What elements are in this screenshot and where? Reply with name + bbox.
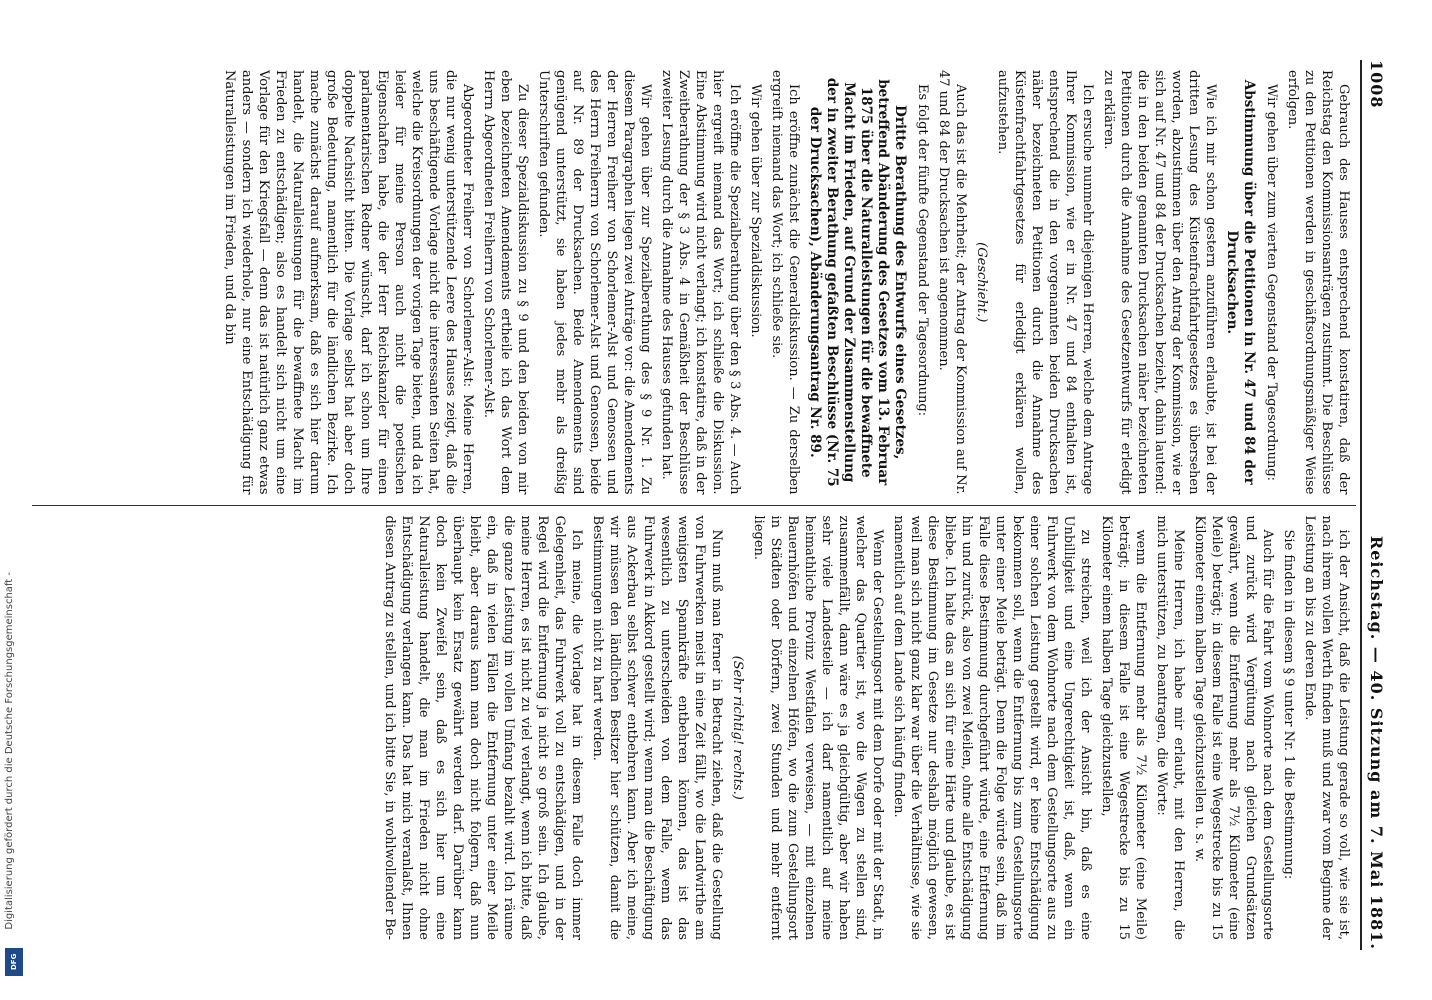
digitization-credit: [0, 0, 30, 1000]
paragraph: Es folgt der fünfte Gegenstand der Tagesordnung:: [915, 84, 930, 417]
dfg-logo: DFG: [5, 948, 23, 976]
document-page: [32, 60, 1392, 950]
paragraph: Wir gehen über zur Spezialdiskussion.: [748, 84, 763, 338]
quoted-provision: Auch für die Fahrt vom Wohnorte nach dem Gestellungsorte und zurück wird Vergütung nach gleichen Grundsätzen gewährt, wenn die Entfernung mehr als 7½ Kilometer (eine Meile) beträgt; in diesem Falle ist eine Wegestrecke bis zu 15 Kilometer einem halben Tage gleichzustellen u. s. w.: [1192, 515, 1275, 940]
right-column: [32, 506, 1356, 951]
left-column: [32, 60, 1356, 505]
paragraph: Wie ich mir schon gestern anzuführen erlaubte, ist bei der dritten Lesung des Küstenfrachtfahrtgesetzes es übersehen worden, abzustimmen über den Antrag der Kommission, wie er sich auf Nr. 47 und 84 der Drucksachen bezieht, dahin lautend: die in den beiden genannten Drucksachen näher bezeichneten Petitionen durch die Annahme des Gesetzentwurfs für erledigt zu erklären.: [1101, 70, 1218, 495]
text-columns: [32, 60, 1356, 950]
section-heading: Dritte Berathung des Entwurfs eines Gesetzes, betreffend Abänderung des Gesetzes vom 13. Februar 1875 über die Naturalleistungen für die bewaffnete Macht im Frieden, auf Grund der Zusammenstellung der in zweiter Berathung gefaßten Beschlüsse (Nr. 75 der Drucksachen), Abänderungsantrag Nr. 89.: [807, 77, 908, 487]
paragraph: Ich eröffne zunächst die Generaldiskussion. — Zu derselben ergreift niemand das Wort; ich schließe sie.: [769, 70, 801, 495]
paragraph: Zu dieser Spezialdiskussion zu § 9 und den beiden von mir eben bezeichneten Amendements ertheile ich das Wort dem Herrn Abgeordneten Freiherrn von Schorlemer-Alst.: [481, 70, 530, 495]
paragraph: Wenn der Gestellungsort mit dem Dorfe oder mit der Stadt, in welcher das Quartier ist, wo die Wagen zu stellen sind, zusammenfällt, dann wäre es ja gleichgültig, aber wir haben sehr viele Landesteile — ich darf namentlich auf meine heimathliche Provinz Westfalen verweisen, — mit einzelnen Bauernhöfen und einzelnen Höfen, wo die zum Gestellungsort in Städten oder Dörfern, zwei Stunden und mehr entfernt liegen.: [751, 515, 885, 940]
paragraph: Nun muß man ferner in Betracht ziehen, daß die Gestellung von Fuhrwerken meist in eine Zeit fällt, wo die Landwirthe am wenigsten Spannkräfte entbehren können, das ist das wesentlich zu unterscheiden von dem Falle, wenn das Fuhrwerk in Akkord gestellt wird; wenn man die Beschäftigung aus Ackerbau selbst schwer entbehren kann. Aber ich meine, wir müssen den ländlichen Besitzer hier schützen, damit die Bestimmungen nicht zu hart werden.: [590, 515, 724, 940]
paragraph: Auch das ist die Mehrheit; der Antrag der Kommission auf Nr. 47 und 84 der Drucksachen ist angenommen.: [936, 70, 968, 495]
page-number: 1008: [1367, 60, 1387, 109]
paragraph: zu streichen, weil ich der Ansicht bin, daß es eine Unbilligkeit und eine Ungerechtigkeit ist, daß, wenn ein Fuhrwerk von dem Wohnorte nach dem Gestellungsorte aus zu einer solchen Leistung gestellt wird, er keine Entschädigung bekommen soll, wenn die Entfernung bis zum Gestellungsorte unter einer Meile beträgt. Denn die Folge würde sein, daß im Falle diese Bestimmung durchgeführt würde, eine Entfernung hin und zurück, also von zwei Meilen, ohne alle Entschädigung bliebe. Ich halte das an sich für eine Härte und glaube, es ist diese Bestimmung im Gesetze nur deshalb möglich gewesen, weil man sich nicht ganz klar war über die Verhältnisse, wie sie namentlich auf dem Lande sich häufig finden.: [891, 515, 1093, 940]
paragraph: Gebrauch des Hauses entsprechend konstatiren, daß der Reichstag den Kommissionsanträgen zustimmt. Die Beschlüsse zu den Petitionen werden in geschäftsordnungsmäßiger Weise erfolgen.: [1285, 70, 1351, 495]
paragraph: Wir gehen über zur Spezialberathung des § 9 Nr. 1. Zu diesem Paragraphen liegen zwei Anträge vor: die Amendements der Herren Freiherr von Schorlemer-Alst und Genossen und des Herrn Freiherrn von Schorlemer-Alst und Genossen, beide auf Nr. 89 der Drucksachen. Beide Amendements sind genügend unterstützt, sie haben jedes mehr als dreißig Unterschriften gefunden.: [536, 70, 653, 495]
paragraph: Meine Herren, ich habe mir erlaubt, mit den Herren, die mich unterstützen, zu beantragen, die Worte:: [1154, 515, 1186, 940]
quoted-provision: wenn die Entfernung mehr als 7½ Kilometer (eine Meile) beträgt; in diesem Falle ist eine Wegestrecke bis zu 15 Kilometer einem halben Tage gleichzustellen,: [1099, 515, 1148, 940]
speech-paragraph: Abgeordneter Freiherr von Schorlemer-Alst: Meine Herren, die nur wenig unterstützende Leere des Hauses zeigt, daß die uns beschäftigende Vorlage nicht die interessanten Seiten hat, welche die Kreisordnungen der vorigen Tage bieten, und da ich leider für meine Person auch nicht die poetischen Eigenschaften habe, die der Herr Reichskanzler für einen parlamentarischen Redner wünscht, darf ich schon um Ihre doppelte Nachsicht bitten. Die Vorlage selbst hat aber doch große Bedeutung, namentlich für die ländlichen Bezirke. Ich mache zunächst darauf aufmerksam, daß es sich hier darum handelt, die Naturalleistungen für die bewaffnete Macht im Frieden zu entschädigen; also es handelt sich nicht um eine Vorlage für den Kriegsfall — denn das ist natürlich ganz etwas anders — sondern ich wiederhole, nur eine Entschädigung für Naturalleistungen im Frieden, und da bin: [222, 70, 475, 495]
stage-direction: (Sehr richtig! rechts.): [730, 655, 745, 800]
credit-text: Digitalisierung gefördert durch die Deutsche Forschungsgemeinschaft -: [4, 572, 15, 930]
page-title: Reichstag. — 40. Sitzung am 7. Mai 1881.: [1367, 535, 1387, 950]
paragraph: Ich ersuche nunmehr diejenigen Herren, welche dem Antrage Ihrer Kommission, wie er in Nr. 47 und 84 enthalten ist, entsprechend die in den vorgenannten beiden Drucksachen näher bezeichneten Petitionen durch die Annahme des Küstenfrachtfahrtgesetzes für erledigt erklären wollen, aufzustehen.: [995, 70, 1095, 495]
paragraph: Ich eröffne die Spezialberathung über den § 3 Abs. 4. — Auch hier ergreift niemand das Wort; ich schließe die Diskussion. Eine Abstimmung wird nicht verlangt; ich konstatire, daß in der Zweitberathung der § 3 Abs. 4 in Gemäßheit der Beschlüsse zweiter Lesung durch die Annahme des Hauses gefunden hat.: [659, 70, 742, 495]
page-header: [1360, 60, 1392, 950]
paragraph: Sie finden in diesem § 9 unter Nr. 1 die Bestimmung:: [1281, 529, 1296, 880]
paragraph: Wir gehen über zum vierten Gegenstand der Tagesordnung:: [1264, 84, 1279, 482]
paragraph: ich der Ansicht, daß die Leistung gerade so voll, wie sie ist, nach ihrem vollen Werth finden muß und zwar vom Beginne der Leistung an bis zu deren Ende.: [1302, 515, 1351, 940]
paragraph: Ich meine, die Vorlage hat in diesem Falle doch immer Gelegenheit, das Fuhrwerk voll zu entschädigen, und in der Regel wird die Entfernung ja nicht so groß sein. Ich glaube, meine Herren, es ist nicht zu viel verlangt, wenn ich bitte, daß die ganze Leistung im vollen Umfang bezahlt wird. Ich räume ein, daß in vielen Fällen die Entfernung unter einer Meile bleibt, aber daraus kann man doch nicht folgern, daß nun überhaupt kein Ersatz gewährt werden darf. Darüber kann doch kein Zweifel sein, daß es sich hier um eine Naturalleistung handelt, die man im Frieden nicht ohne Entschädigung verlangen kann. Das hat mich veranlaßt, Ihnen diesen Antrag zu stellen, und ich bitte Sie, in wohlwollender Be-: [382, 515, 584, 940]
stage-direction: (Geschieht.): [974, 242, 989, 323]
section-heading: Abstimmung über die Petitionen in Nr. 47 und 84 der Drucksachen.: [1224, 79, 1257, 485]
